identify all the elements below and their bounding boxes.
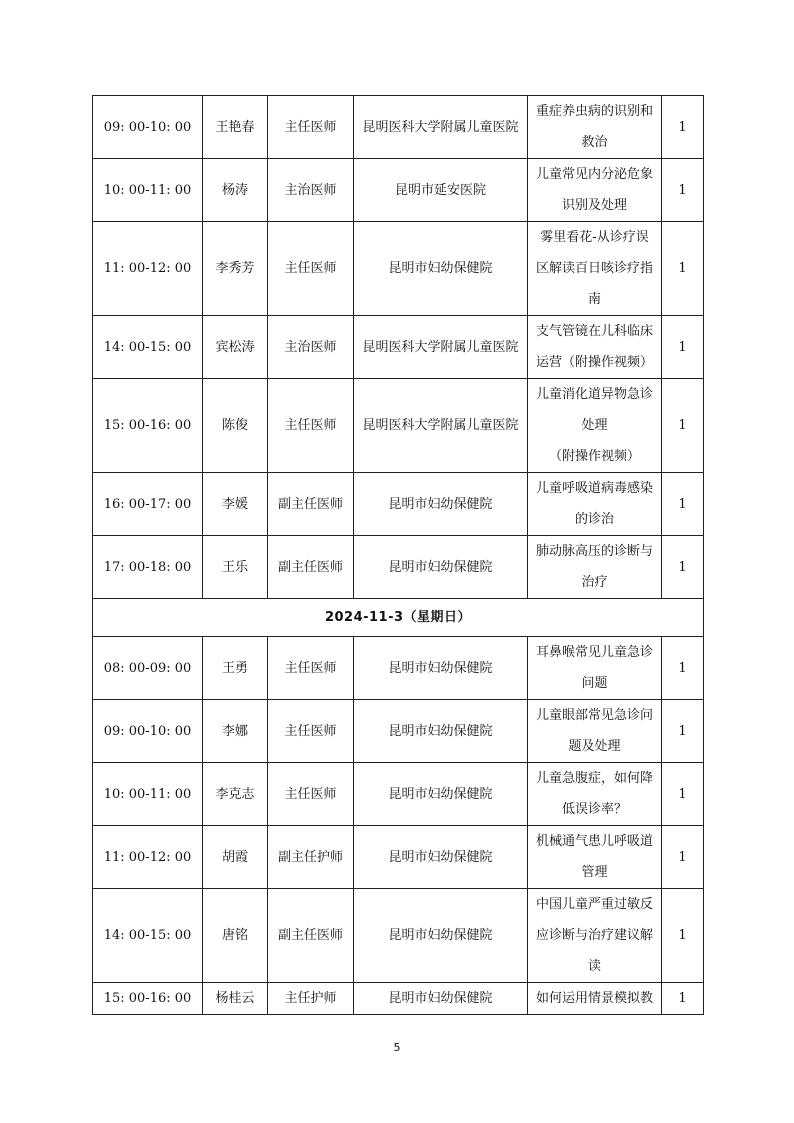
credit-count-cell: 1 [662,763,704,826]
topic-line: 儿童消化道异物急诊 [536,387,654,402]
speaker-name-cell: 李媛 [203,473,268,536]
organization-cell: 昆明市妇幼保健院 [354,536,528,599]
date-section [93,599,704,637]
time-cell: 17: 00-18: 00 [93,536,203,599]
time-cell: 14: 00-15: 00 [93,889,203,983]
credit-count-cell: 1 [662,316,704,379]
credit-count-cell: 1 [662,473,704,536]
time-cell: 15: 00-16: 00 [93,379,203,473]
schedule-row [93,379,704,473]
organization-cell: 昆明市延安医院 [354,159,528,222]
date-heading: 2024-11-3（星期日） [93,599,704,637]
topic-line: 如何运用情景模拟教 [536,991,654,1006]
topic-cell [528,96,662,159]
organization-cell: 昆明医科大学附属儿童医院 [354,316,528,379]
time-cell: 09: 00-10: 00 [93,96,203,159]
topic-line: （附操作视频） [548,449,640,464]
topic-cell [528,983,662,1015]
topic-line: 的诊治 [574,512,614,527]
topic-line: 肺动脉高压的诊断与 [536,544,654,559]
topic-line: 问题 [581,676,608,691]
date-row [93,599,704,637]
topic-line: 雾里看花-从诊疗误 [540,230,649,245]
schedule-row [93,700,704,763]
time-cell: 16: 00-17: 00 [93,473,203,536]
topic-line: 运营（附操作视频） [536,355,654,370]
speaker-name-cell: 杨桂云 [203,983,268,1015]
topic-cell [528,222,662,316]
organization-cell: 昆明市妇幼保健院 [354,763,528,826]
credit-count-cell: 1 [662,826,704,889]
schedule-row [93,222,704,316]
speaker-name-cell: 王艳春 [203,96,268,159]
topic-line: 儿童呼吸道病毒感染 [536,481,654,496]
speaker-name-cell: 宾松涛 [203,316,268,379]
topic-line: 读 [587,959,601,974]
topic-line: 题及处理 [568,739,621,754]
organization-cell: 昆明市妇幼保健院 [354,222,528,316]
topic-cell [528,316,662,379]
speaker-name-cell: 胡霞 [203,826,268,889]
time-cell: 09: 00-10: 00 [93,700,203,763]
time-cell: 14: 00-15: 00 [93,316,203,379]
time-cell: 08: 00-09: 00 [93,637,203,700]
topic-cell [528,889,662,983]
time-cell: 11: 00-12: 00 [93,826,203,889]
topic-line: 中国儿童严重过敏反 [536,897,654,912]
speaker-title-cell: 副主任护师 [268,826,354,889]
credit-count-cell: 1 [662,889,704,983]
organization-cell: 昆明市妇幼保健院 [354,473,528,536]
schedule-section-1 [93,96,704,599]
schedule-table [92,95,704,1015]
topic-line: 支气管镜在儿科临床 [536,324,654,339]
speaker-name-cell: 李娜 [203,700,268,763]
topic-cell [528,763,662,826]
credit-count-cell: 1 [662,159,704,222]
topic-line: 儿童常见内分泌危象 [536,167,654,182]
credit-count-cell: 1 [662,700,704,763]
schedule-section-2 [93,637,704,1015]
topic-cell [528,536,662,599]
topic-line: 救治 [581,135,608,150]
topic-line: 应诊断与治疗建议解 [536,928,654,943]
topic-line: 儿童急腹症，如何降 [536,771,654,786]
topic-cell [528,473,662,536]
speaker-name-cell: 唐铭 [203,889,268,983]
organization-cell: 昆明医科大学附属儿童医院 [354,96,528,159]
topic-line: 识别及处理 [561,198,627,213]
schedule-row [93,983,704,1015]
organization-cell: 昆明市妇幼保健院 [354,826,528,889]
topic-line: 治疗 [581,575,608,590]
time-cell: 10: 00-11: 00 [93,159,203,222]
speaker-name-cell: 杨涛 [203,159,268,222]
speaker-title-cell: 主治医师 [268,316,354,379]
speaker-title-cell: 主任医师 [268,700,354,763]
time-cell: 10: 00-11: 00 [93,763,203,826]
topic-line: 机械通气患儿呼吸道 [536,834,654,849]
topic-line: 处理 [581,418,608,433]
credit-count-cell: 1 [662,637,704,700]
schedule-row [93,536,704,599]
credit-count-cell: 1 [662,536,704,599]
speaker-title-cell: 主任护师 [268,983,354,1015]
page-number: 5 [393,1041,401,1054]
topic-cell [528,159,662,222]
schedule-row [93,637,704,700]
organization-cell: 昆明市妇幼保健院 [354,889,528,983]
schedule-row [93,316,704,379]
speaker-name-cell: 王乐 [203,536,268,599]
speaker-title-cell: 主任医师 [268,637,354,700]
time-cell: 15: 00-16: 00 [93,983,203,1015]
speaker-name-cell: 李秀芳 [203,222,268,316]
speaker-title-cell: 副主任医师 [268,536,354,599]
organization-cell: 昆明医科大学附属儿童医院 [354,379,528,473]
speaker-title-cell: 主任医师 [268,96,354,159]
schedule-row [93,826,704,889]
speaker-name-cell: 王勇 [203,637,268,700]
topic-line: 区解读百日咳诊疗指 [536,261,654,276]
credit-count-cell: 1 [662,96,704,159]
topic-line: 耳鼻喉常见儿童急诊 [536,645,654,660]
topic-cell [528,637,662,700]
speaker-title-cell: 主任医师 [268,763,354,826]
schedule-row [93,889,704,983]
speaker-title-cell: 主任医师 [268,379,354,473]
topic-line: 管理 [581,865,608,880]
speaker-title-cell: 主治医师 [268,159,354,222]
topic-cell [528,700,662,763]
topic-line: 重症养虫病的识别和 [536,104,654,119]
organization-cell: 昆明市妇幼保健院 [354,637,528,700]
schedule-row [93,763,704,826]
credit-count-cell: 1 [662,983,704,1015]
topic-line: 低误诊率？ [561,802,627,817]
speaker-name-cell: 陈俊 [203,379,268,473]
speaker-title-cell: 副主任医师 [268,473,354,536]
credit-count-cell: 1 [662,379,704,473]
speaker-title-cell: 副主任医师 [268,889,354,983]
time-cell: 11: 00-12: 00 [93,222,203,316]
schedule-row [93,473,704,536]
schedule-row [93,96,704,159]
topic-line: 南 [587,292,601,307]
credit-count-cell: 1 [662,222,704,316]
schedule-row [93,159,704,222]
speaker-name-cell: 李克志 [203,763,268,826]
organization-cell: 昆明市妇幼保健院 [354,700,528,763]
topic-cell [528,826,662,889]
organization-cell: 昆明市妇幼保健院 [354,983,528,1015]
speaker-title-cell: 主任医师 [268,222,354,316]
topic-line: 儿童眼部常见急诊问 [536,708,654,723]
topic-cell [528,379,662,473]
